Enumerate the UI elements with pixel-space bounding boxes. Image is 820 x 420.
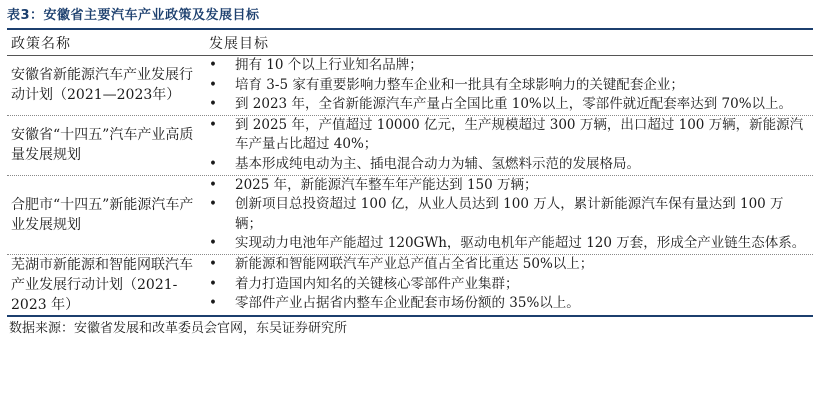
goal-text: 零部件产业占据省内整车企业配套市场份额的 35%以上。: [235, 295, 580, 312]
goal-text: 到 2025 年，产值超过 10000 亿元，生产规模超过 300 万辆，出口超过 100 万辆，新能源汽车产量占比超过 40%；: [235, 116, 804, 153]
policy-name-cell: [7, 176, 205, 254]
table-title: 表3：安徽省主要汽车产业政策及发展目标: [7, 8, 260, 23]
table-row: [7, 176, 813, 255]
policy-name: 安徽省“十四五”汽车产业高质量发展规划: [11, 127, 194, 164]
policy-name: 芜湖市新能源和智能网联汽车产业发展行动计划（2021-2023 年）: [11, 256, 193, 313]
policy-name-cell: [7, 255, 205, 315]
bullet-icon: •: [209, 116, 217, 133]
table-row: [7, 255, 813, 315]
goal-text: 基本形成纯电动为主、插电混合动力为辅、氢燃料示范的发展格局。: [235, 155, 640, 172]
goal-text: 拥有 10 个以上行业知名品牌；: [235, 57, 423, 73]
bullet-icon: •: [209, 96, 217, 113]
goal-item: [207, 56, 813, 76]
bullet-icon: •: [209, 176, 217, 193]
bullet-icon: •: [209, 295, 217, 312]
table-row: [7, 116, 813, 176]
goal-item: [207, 234, 813, 254]
header-development-goal: 发展目标: [209, 35, 269, 52]
goal-text: 新能源和智能网联汽车产业总产值占全省比重达 50%以上；: [235, 255, 594, 272]
goals-cell: [205, 176, 813, 254]
data-source: 数据来源：安徽省发展和改革委员会官网，东吴证券研究所: [9, 320, 348, 336]
goal-item: [207, 294, 813, 314]
bullet-icon: •: [209, 57, 217, 73]
table-header: [7, 30, 813, 55]
header-policy-name: 政策名称: [11, 35, 71, 52]
goal-item: [207, 95, 813, 115]
goal-item: [207, 195, 813, 234]
bullet-icon: •: [209, 275, 217, 292]
goal-text: 到 2023 年，全省新能源汽车产量占全国比重 10%以上，零部件就近配套率达到 70%以上。: [235, 96, 793, 113]
goal-item: [207, 116, 813, 155]
policy-name-cell: [7, 116, 205, 175]
goal-item: [207, 176, 813, 196]
goal-item: [207, 155, 813, 175]
policy-name: 安徽省新能源汽车产业发展行动计划（2021—2023年）: [11, 67, 193, 104]
bullet-icon: •: [209, 155, 217, 172]
policy-name-cell: [7, 56, 205, 115]
goal-text: 创新项目总投资超过 100 亿，从业人员达到 100 万人，累计新能源汽车保有量达到 100 万辆；: [235, 196, 784, 232]
goal-item: [207, 255, 813, 275]
goals-cell: [205, 255, 813, 315]
bullet-icon: •: [209, 255, 217, 272]
goal-item: [207, 76, 813, 96]
table-body: [7, 56, 813, 315]
goal-text: 2025 年，新能源汽车整车年产能达到 150 万辆；: [235, 176, 538, 193]
bullet-icon: •: [209, 76, 217, 93]
policy-name: 合肥市“十四五”新能源汽车产业发展规划: [11, 196, 194, 233]
goal-item: [207, 275, 813, 295]
goals-cell: [205, 56, 813, 115]
bullet-icon: •: [209, 196, 217, 213]
bullet-icon: •: [209, 235, 217, 252]
goal-text: 培育 3-5 家有重要影响力整车企业和一批具有全球影响力的关键配套企业；: [235, 76, 684, 93]
goal-text: 实现动力电池年产能超过 120GWh，驱动电机年产能超过 120 万套，形成全产业链生态体系。: [235, 235, 806, 252]
goals-cell: [205, 116, 813, 175]
goal-text: 着力打造国内知名的关键核心零部件产业集群；: [235, 275, 519, 292]
table-row: [7, 56, 813, 116]
